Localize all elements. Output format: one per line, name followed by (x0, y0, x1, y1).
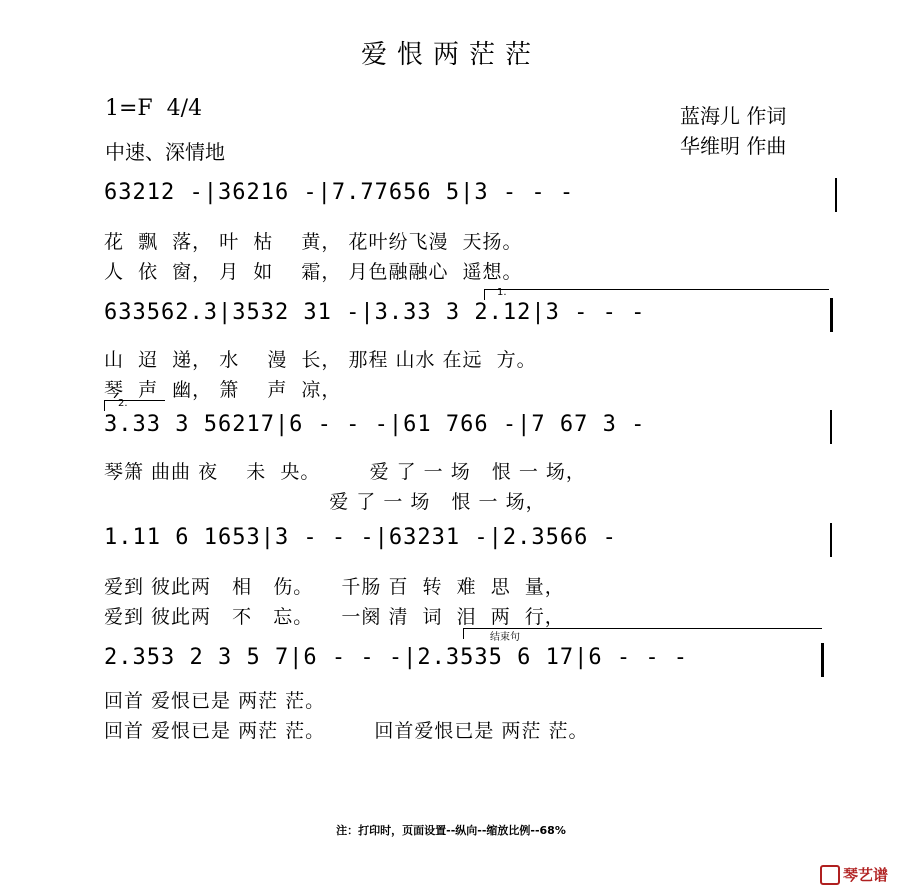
volta-2-label: 2. (118, 398, 128, 409)
barline (835, 178, 837, 212)
brand-name: 琴艺谱 (842, 865, 888, 884)
composer: 华维明 作曲 (680, 134, 787, 158)
notation-row-4: 1.11 6 1653|3 - - -|63231 -|2.3566 - (104, 525, 617, 550)
lyric-row-5-verse-1: 回首 爱恨已是 两茫 茫。 (104, 690, 326, 712)
lyricist: 蓝海儿 作词 (680, 104, 787, 128)
lyric-row-2-verse-1: 山 迢 递， 水 漫 长， 那程 山水 在远 方。 (104, 349, 537, 371)
notation-row-2: 633562.3|3532 31 -|3.33 3 2.12|3 - - - (104, 300, 646, 325)
key-signature: 1=F 4/4 (105, 96, 203, 121)
notation-row-5: 2.353 2 3 5 7|6 - - -|2.3535 6 17|6 - - - (104, 645, 689, 670)
lyric-row-1-verse-1: 花 飘 落， 叶 枯 黄， 花叶纷飞漫 天扬。 (104, 231, 523, 253)
volta-2-bracket (104, 400, 165, 411)
volta-1-bracket (484, 289, 829, 300)
final-barline (821, 643, 824, 677)
volta-1-label: 1. (497, 287, 507, 298)
song-title: 爱恨两茫茫 (360, 40, 541, 70)
lyric-row-2-verse-2: 琴 声 幽， 箫 声 凉， (104, 379, 342, 401)
tempo-marking: 中速、深情地 (105, 140, 225, 164)
barline (830, 410, 832, 444)
brand-logo-icon (820, 865, 840, 885)
brand-watermark (810, 846, 888, 886)
ending-label: 结束句 (490, 632, 520, 643)
barline (830, 523, 832, 557)
lyric-row-3-verse-1: 琴箫 曲曲 夜 未 央。 爱 了 一 场 恨 一 场， (104, 461, 586, 483)
notation-row-3: 3.33 3 56217|6 - - -|61 766 -|7 67 3 - (104, 412, 646, 437)
lyric-row-3-verse-2: 爱 了 一 场 恨 一 场， (104, 491, 546, 513)
print-note: 注：打印时，页面设置--纵向--缩放比例--68% (336, 824, 566, 837)
notation-row-1: 63212 -|36216 -|7.77656 5|3 - - - (104, 180, 575, 205)
repeat-barline (830, 298, 833, 332)
lyric-row-4-verse-1: 爱到 彼此两 相 伤。 千肠 百 转 难 思 量， (104, 576, 565, 598)
lyric-row-5-verse-2: 回首 爱恨已是 两茫 茫。 回首爱恨已是 两茫 茫。 (104, 720, 589, 742)
lyric-row-4-verse-2: 爱到 彼此两 不 忘。 一阕 清 词 泪 两 行， (104, 606, 565, 628)
lyric-row-1-verse-2: 人 依 窗， 月 如 霜， 月色融融心 遥想。 (104, 261, 523, 283)
